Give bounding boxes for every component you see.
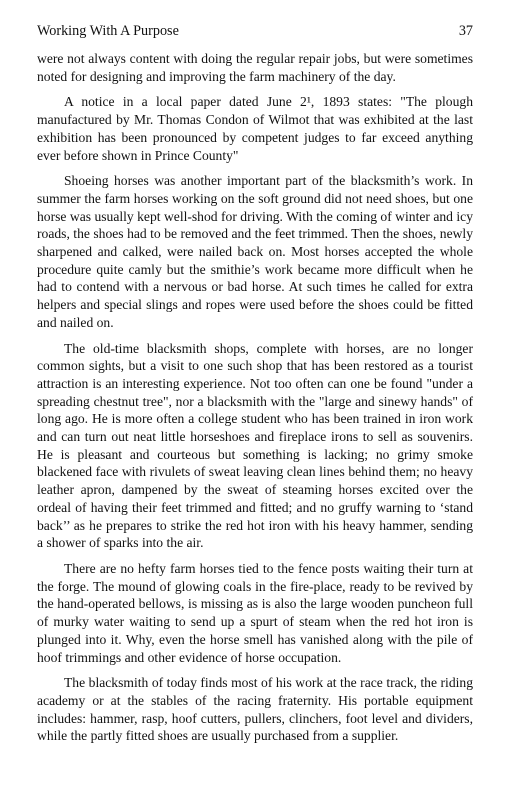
body-text bbox=[37, 50, 473, 753]
paragraph-old-time-shops: The old-time blacksmith shops, complete with horses, are no longer common sights, but a visit to one such shop that has been restored as a tourist attraction is an interesting experience. Not too often can one be found "under a spreading chestnut tree", nor a blacksmith with the "large and sinewy hands" of long ago. He is more often a college student who has been trained in iron work and can turn out neat little horseshoes and fireplace irons to sell as souvenirs. He is pleasant and courteous but something is lacking; no grimy smoke blackened face with rivulets of sweat leaving clean lines behind them; no heavy leather apron, dampened by the sweat of steaming horses excited over the ordeal of having their feet trimmed and fitted; and no gruffy warning to ‘stand back’’ as he prepares to strike the red hot iron with his heavy hammer, sending a shower of sparks into the air. bbox=[37, 340, 473, 551]
paragraph-no-hefty-horses: There are no hefty farm horses tied to the fence posts waiting their turn at the forge. The mound of glowing coals in the fire-place, ready to be revived by the hand-operated bellows, is missing as is also the large wooden puncheon full of murky water waiting to send up a spurt of steam when the red hot iron is plunged into it. Why, even the horse smell has vanished along with the pile of hoof trimmings and other evidence of horse occupation. bbox=[37, 560, 473, 665]
running-head bbox=[37, 21, 473, 41]
paragraph-shoeing-horses: Shoeing horses was another important part of the blacksmith’s work. In summer the farm horses working on the soft ground did not need shoes, but one horse was usually kept well-shod for driving. With the coming of winter and icy roads, the shoes had to be removed and the feet trimmed. Then the shoes, newly sharpened and calked, were nailed back on. Most horses accepted the whole procedure quite camly but the smithie’s work became more difficult when he had to contend with a nervous or bad horse. At such times he called for extra helpers and special slings and ropes were used before the shoes could be fitted and nailed on. bbox=[37, 173, 473, 330]
running-title: Working With A Purpose bbox=[37, 23, 179, 39]
paragraph-blacksmith-today: The blacksmith of today finds most of his work at the race track, the riding academy or at the stables of the racing fraternity. His portable equipment includes: hammer, rasp, hoof cutters, pullers, clinchers, foot level and dividers, while the partly fitted shoes are usually purchased from a supplier. bbox=[37, 675, 473, 744]
page-number: 37 bbox=[458, 23, 473, 39]
paragraph-plough-notice: A notice in a local paper dated June 2¹, 1893 states: "The plough manufactured by Mr. Thomas Condon of Wilmot that was exhibited at the last exhibition has been pronounced by competent judges to far exceed anything ever before shown in Prince County" bbox=[37, 94, 473, 163]
paragraph-continued: were not always content with doing the regular repair jobs, but were sometimes noted for designing and improving the farm machinery of the day. bbox=[37, 51, 473, 84]
